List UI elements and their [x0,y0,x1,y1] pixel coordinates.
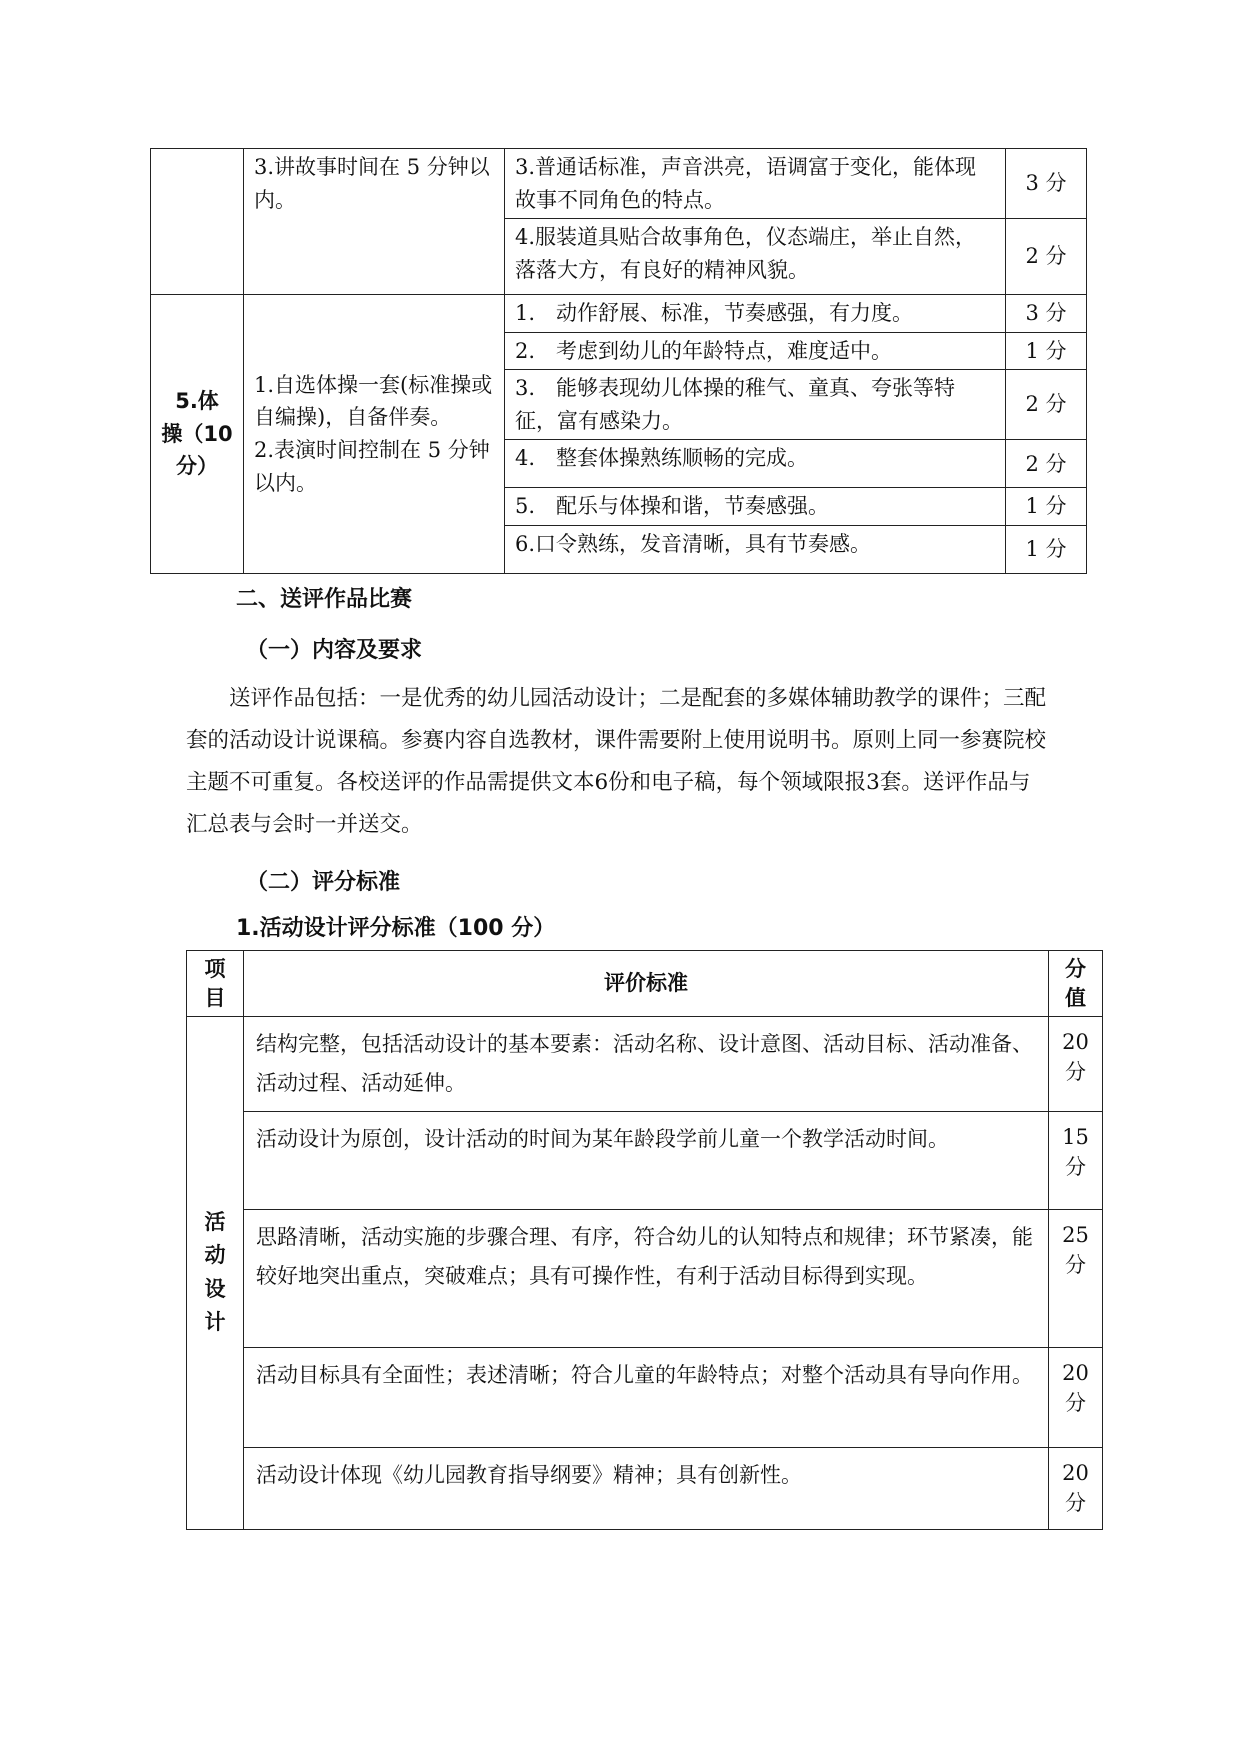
item-char: 活 [204,1209,226,1234]
scoring-table-performance [150,148,1087,574]
header-text: 目 [204,985,226,1010]
score-unit: 分 [1065,1253,1086,1278]
table-cell-criteria: 思路清晰，活动实施的步骤合理、有序，符合幼儿的认知特点和规律；环节紧凑，能较好地突出重点，突破难点；具有可操作性，有利于活动目标得到实现。 [244,1209,1049,1347]
section-heading: 二、送评作品比赛 [236,587,413,612]
table-cell-score [1049,1447,1103,1529]
table-row [187,1209,1103,1347]
table-cell-score: 1 分 [1006,332,1087,370]
table-cell-criteria: 3. 能够表现幼儿体操的稚气、童真、夸张等特征，富有感染力。 [505,370,1006,440]
table-cell-score: 1 分 [1006,525,1087,573]
table-cell-score: 2 分 [1006,440,1087,488]
item-char: 动 [204,1243,226,1268]
table-cell-score: 2 分 [1006,370,1087,440]
table-cell-criteria: 活动目标具有全面性；表述清晰；符合儿童的年龄特点；对整个活动具有导向作用。 [244,1347,1049,1447]
table-cell-criteria: 3.普通话标准，声音洪亮，语调富于变化，能体现故事不同角色的特点。 [505,149,1006,219]
scoring-table-activity-design [186,950,1103,1530]
score-value: 20 [1062,1360,1089,1385]
table-cell-criteria: 4.服装道具贴合故事角色，仪态端庄，举止自然，落落大方，有良好的精神风貌。 [505,219,1006,295]
header-cell-item [187,951,244,1017]
table-cell-score [1049,1017,1103,1112]
table-cell-score [1049,1347,1103,1447]
table-cell-score [1049,1209,1103,1347]
table-cell-criteria: 2. 考虑到幼儿的年龄特点，难度适中。 [505,332,1006,370]
score-value: 20 [1062,1460,1089,1485]
table-cell-criteria: 结构完整，包括活动设计的基本要素：活动名称、设计意图、活动目标、活动准备、活动过程、活动延伸。 [244,1017,1049,1112]
table-cell-criteria: 4. 整套体操熟练顺畅的完成。 [505,440,1006,488]
score-unit: 分 [1065,1060,1086,1085]
score-value: 20 [1062,1030,1089,1054]
requirement-line: 1.自选体操一套(标准操或自编操)，自备伴奏。 [254,372,493,430]
header-text: 分 [1065,957,1086,982]
item-label-line: 分） [176,454,218,479]
table-caption: 1.活动设计评分标准（100 分） [236,916,556,941]
table-row [187,1347,1103,1447]
table-cell-requirement: 3.讲故事时间在 5 分钟以内。 [244,149,505,295]
subsection-heading: （一）内容及要求 [246,638,423,663]
table-cell-score: 3 分 [1006,295,1087,333]
score-unit: 分 [1065,1391,1086,1416]
score-value: 15 [1062,1124,1089,1149]
table-row [151,295,1087,333]
score-unit: 分 [1065,1155,1086,1180]
header-text: 值 [1065,985,1086,1010]
score-unit: 分 [1065,1491,1086,1516]
table-cell-item-gymnastics [151,295,244,574]
header-text: 项 [204,957,226,982]
table-row [151,149,1087,219]
score-value: 25 [1062,1222,1089,1247]
requirement-line: 2.表演时间控制在 5 分钟以内。 [254,437,490,495]
item-char: 设 [204,1276,226,1301]
item-char: 计 [204,1310,226,1335]
table-cell-score [1049,1111,1103,1209]
header-cell-score [1049,951,1103,1017]
subsection-heading: （二）评分标准 [246,870,401,895]
table-cell-criteria: 6.口令熟练，发音清晰，具有节奏感。 [505,525,1006,573]
table-cell-criteria: 活动设计体现《幼儿园教育指导纲要》精神；具有创新性。 [244,1447,1049,1529]
header-cell-criteria: 评价标准 [244,951,1049,1017]
table-row [187,1447,1103,1529]
table-cell-requirement [244,295,505,574]
item-label-line: 5.体 [175,389,219,414]
table-row [187,1111,1103,1209]
table-cell-score: 2 分 [1006,219,1087,295]
table-header-row [187,951,1103,1017]
table-row [187,1017,1103,1112]
item-label-line: 操（10 [161,421,233,446]
table-cell-criteria: 活动设计为原创，设计活动的时间为某年龄段学前儿童一个教学活动时间。 [244,1111,1049,1209]
table-cell-criteria: 5. 配乐与体操和谐，节奏感强。 [505,488,1006,526]
table-cell-criteria: 1. 动作舒展、标准，节奏感强，有力度。 [505,295,1006,333]
table-cell-score: 3 分 [1006,149,1087,219]
section-paragraph: 送评作品包括：一是优秀的幼儿园活动设计；二是配套的多媒体辅助教学的课件；三配套的活动设计说课稿。参赛内容自选教材，课件需要附上使用说明书。原则上同一参赛院校主题不可重复。各校送评的作品需提供文本6份和电子稿，每个领域限报3套。送评作品与汇总表与会时一并送交。 [186,686,1047,837]
table-cell-score: 1 分 [1006,488,1087,526]
table-cell-item-empty [151,149,244,295]
table-cell-item-activity-design [187,1017,244,1530]
